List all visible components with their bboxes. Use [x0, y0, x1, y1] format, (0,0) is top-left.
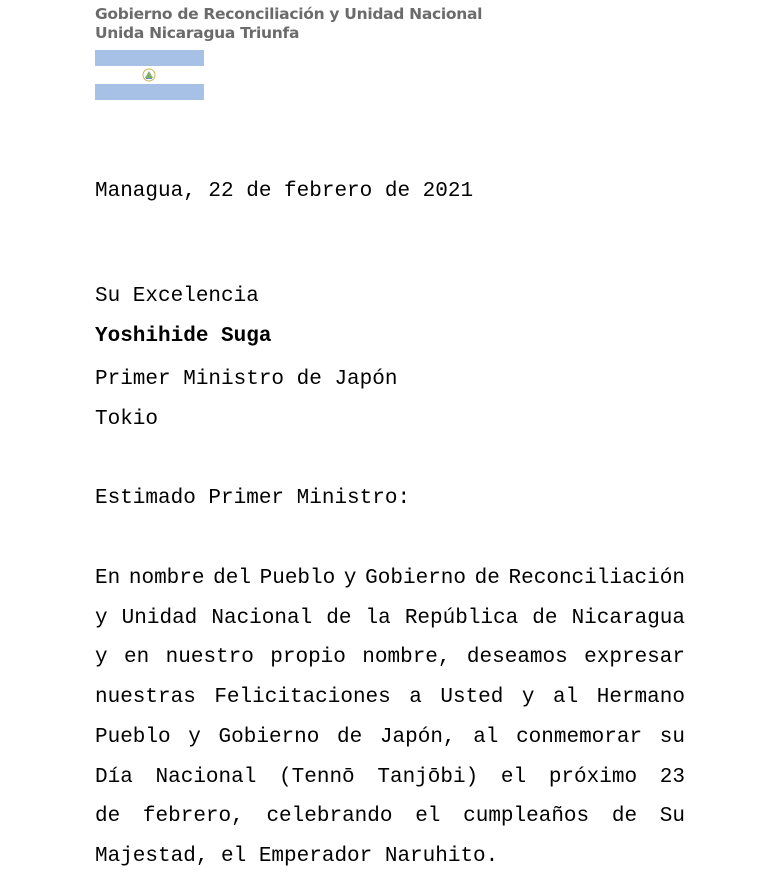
coat-of-arms-icon	[142, 68, 156, 82]
recipient-title: Su Excelencia	[95, 285, 259, 308]
body-line: En nombre del Pueblo y Gobierno de Reconciliación	[95, 567, 685, 590]
body-line: y Unidad Nacional de la República de Nicaragua	[95, 607, 685, 630]
flag-stripe-bottom	[95, 84, 204, 100]
body-line: nuestras Felicitaciones a Usted y al Hermano	[95, 686, 685, 709]
recipient-position: Primer Ministro de Japón	[95, 368, 398, 391]
greeting: Estimado Primer Ministro:	[95, 487, 411, 510]
body-line: Majestad, el Emperador Naruhito.	[95, 845, 499, 868]
government-name: Gobierno de Reconciliación y Unidad Nacional	[95, 5, 483, 23]
body-line: de febrero, celebrando el cumpleaños de Su	[95, 805, 685, 828]
body-line: Día Nacional (Tennō Tanjōbi) el próximo 23	[95, 766, 685, 789]
government-slogan: Unida Nicaragua Triunfa	[95, 24, 300, 42]
recipient-name: Yoshihide Suga	[95, 325, 272, 348]
place-and-date: Managua, 22 de febrero de 2021	[95, 180, 474, 203]
body-line: y en nuestro propio nombre, deseamos expresar	[95, 646, 685, 669]
nicaragua-flag-icon	[95, 50, 204, 100]
body-line: Pueblo y Gobierno de Japón, al conmemorar su	[95, 726, 685, 749]
recipient-city: Tokio	[95, 408, 159, 431]
flag-stripe-top	[95, 50, 204, 66]
